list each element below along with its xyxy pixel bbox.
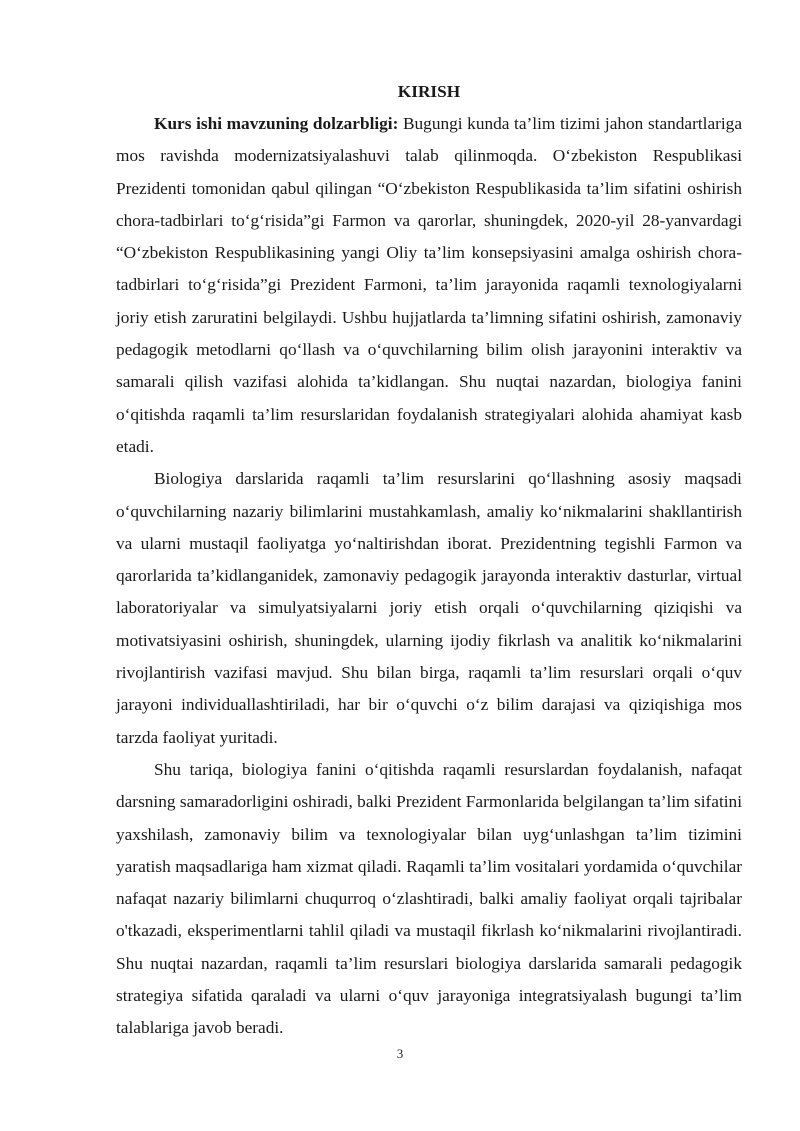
page-content [116,76,742,1045]
paragraph-lead-label: Kurs ishi mavzuning dolzarbligi: [154,114,399,133]
page-number: 3 [396,1046,404,1061]
paragraph-goals: Biologiya darslarida raqamli ta’lim resurslarini qo‘llashning asosiy maqsadi o‘quvchilarning nazariy bilimlarini mustahkamlash, amaliy ko‘nikmalarini shakllantirish va ularni mustaqil faoliyatga yo‘naltirishdan iborat. Prezidentning tegishli Farmon va qarorlarida ta’kidlanganidek, zamonaviy pedagogik jarayonda interaktiv dasturlar, virtual laboratoriyalar va simulyatsiyalarni joriy etish orqali o‘quvchilarning qiziqishi va motivatsiyasini oshirish, shuningdek, ularning ijodiy fikrlash va analitik ko‘nikmalarini rivojlantirish vazifasi mavjud. Shu bilan birga, raqamli ta’lim resurslari orqali o‘quv jarayoni individuallashtiriladi, har bir o‘quvchi o‘z bilim darajasi va qiziqishiga mos tarzda faoliyat yuritadi. [116,469,742,747]
paragraph-relevance [116,108,742,463]
section-heading: KIRISH [397,82,461,101]
paragraph-conclusion: Shu tariqa, biologiya fanini o‘qitishda raqamli resurslardan foydalanish, nafaqat darsning samaradorligini oshiradi, balki Prezident Farmonlarida belgilangan ta’lim sifatini yaxshilash, zamonaviy bilim va texnologiyalar bilan uyg‘unlashgan ta’lim tizimini yaratish maqsadlariga ham xizmat qiladi. Raqamli ta’lim vositalari yordamida o‘quvchilar nafaqat nazariy bilimlarni chuqurroq o‘zlashtiradi, balki amaliy faoliyat orqali tajribalar o'tkazadi, eksperimentlarni tahlil qiladi va mustaqil fikrlash ko‘nikmalarini rivojlantiradi. Shu nuqtai nazardan, raqamli ta’lim resurslari biologiya darslarida samarali pedagogik strategiya sifatida qaraladi va ularni o‘quv jarayoniga integratsiyalash bugungi ta’lim talablariga javob beradi. [116,759,742,1038]
paragraph-relevance-text: Bugungi kunda ta’lim tizimi jahon standartlariga mos ravishda modernizatsiyalashuvi talab qilinmoqda. O‘zbekiston Respublikasi Prezidenti tomonidan qabul qilingan “O‘zbekiston Respublikasida ta’lim sifatini oshirish chora-tadbirlari to‘g‘risida”gi Farmon va qarorlar, shuningdek, 2020-yil 28-yanvardagi “O‘zbekiston Respublikasining yangi Oliy ta’lim konsepsiyasini amalga oshirish chora-tadbirlari to‘g‘risida”gi Prezident Farmoni, ta’lim jarayonida raqamli texnologiyalarni joriy etish zaruratini belgilaydi. Ushbu hujjatlarda ta’limning sifatini oshirish, zamonaviy pedagogik metodlarni qo‘llash va o‘quvchilarning bilim olish jarayonini interaktiv va samarali qilish vazifasi alohida ta’kidlangan. Shu nuqtai nazardan, biologiya fanini o‘qitishda raqamli ta’lim resurslaridan foydalanish strategiyalari alohida ahamiyat kasb etadi. [116,114,742,456]
